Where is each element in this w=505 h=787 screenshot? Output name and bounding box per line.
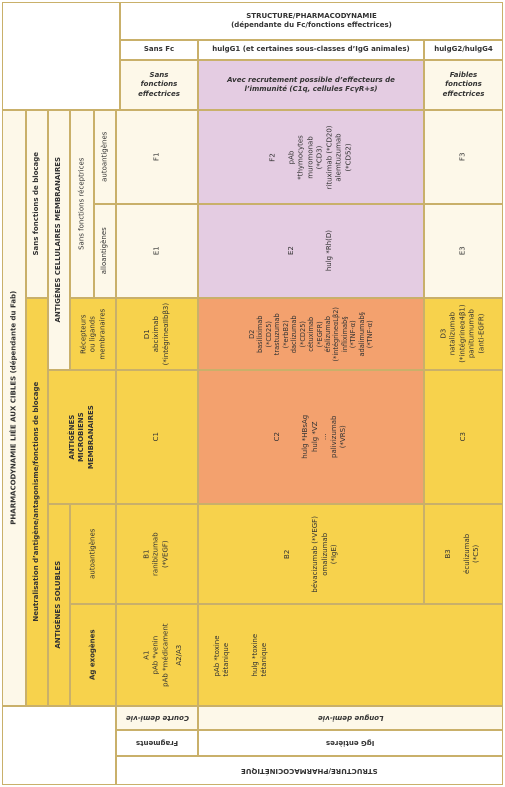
cell-F1: F1: [116, 110, 198, 204]
cell-C3: C3: [424, 370, 503, 504]
header-hulgg24: hulgG2/hulgG4: [424, 40, 503, 60]
header-avec-recrutement: Avec recrutement possible d’effecteurs de l’immunité (C1q, cellules FcγR+s): [198, 60, 424, 110]
bottom-igg-entieres: IgG entières: [198, 730, 503, 756]
header-corner: [2, 2, 120, 110]
cell-F2: F2 pAb *thymocytes muromonab (*CD3) rituximab (*CD20) alemtuzumab (*CD52): [198, 110, 424, 204]
label-membranaires: ANTIGÈNES CELLULAIRES MEMBRANAIRES: [48, 110, 70, 370]
label-microbiens: ANTIGÈNES MICROBIENS MEMBRANAIRES: [48, 370, 116, 504]
cell-B3: B3 éculizumab (*C5): [424, 504, 503, 604]
label-sans-recepteurs: Sans fonctions réceptrices: [70, 110, 94, 298]
header-sans-fonctions: Sans fonctions effectrices: [120, 60, 198, 110]
header-sans-fc: Sans Fc: [120, 40, 198, 60]
bottom-corner: [2, 706, 116, 785]
label-exogenes: Ag exogènes: [70, 604, 116, 706]
label-sans-blocage: Sans fonctions de blocage: [26, 110, 48, 298]
cell-D2: D2 basiliximab (*CD25) trastuzumab (*erbB2) daclizumab (*CD25) cétuximab (*EGFR) éfalizumab (*intégrineαLβ2) infliximab§ (*TNF-α) adalimumab§ (*TNF-α): [198, 298, 424, 370]
cell-A2-A3: A2/A3 pAb *toxine tétanique hulg *toxine tétanique: [198, 604, 503, 706]
cell-C2: C2 hulg *HBsAg hulg *VZ ... palivizumab (*VRS): [198, 370, 424, 504]
bottom-longue-demi-vie: Longue demi-vie: [198, 706, 503, 730]
header-title-line2: (dépendante du Fc/fonctions effectrices): [231, 21, 392, 29]
bottom-structure-pharmacocinetique: STRUCTURE/PHARMACOCINÉTIQUE: [116, 756, 503, 785]
cell-B2: B2 bévacizumab (*VEGF) omalizumab (*IgE): [198, 504, 424, 604]
cell-E3: E3: [424, 204, 503, 298]
label-neutralisation: Neutralisation d’antigène/antagonisme/fonctions de blocage: [26, 298, 48, 706]
cell-A1: A1 pAb *venin pAb *médicament: [116, 604, 198, 706]
cell-E2: E2 hulg *Rh(D): [198, 204, 424, 298]
cell-D1: D1 abciximab (*intégrineαIIbβ3): [116, 298, 198, 370]
cell-E1: E1: [116, 204, 198, 298]
label-solubles: ANTIGÈNES SOLUBLES: [48, 504, 70, 706]
header-structure-pharmacodynamie: [120, 2, 503, 40]
bottom-courte-demi-vie: Courte demi-vie: [116, 706, 198, 730]
cell-F3: F3: [424, 110, 503, 204]
label-alloantigenes: alloantigènes: [94, 204, 116, 298]
header-title-line1: STRUCTURE/PHARMACODYNAMIE: [246, 11, 377, 20]
cell-D3: D3 natalizumab (*intégrineα4β1) panitumumab (anti-EGFR): [424, 298, 503, 370]
header-faibles: Faibles fonctions effectrices: [424, 60, 503, 110]
bottom-fragments: Fragments: [116, 730, 198, 756]
label-pharmacodynamie: PHARMACODYNAMIE LIÉE AUX CIBLES (dépendante du Fab): [2, 110, 26, 706]
label-autoantigenes-soluble: autoantigènes: [70, 504, 116, 604]
header-hulgg1: hulgG1 (et certaines sous-classes d’IgG animales): [198, 40, 424, 60]
cell-B1: B1 ranibizumab (*VEGF): [116, 504, 198, 604]
label-recepteurs: Récepteurs ou ligands membranaires: [70, 298, 116, 370]
cell-C1: C1: [116, 370, 198, 504]
label-autoantigenes: autoantigènes: [94, 110, 116, 204]
